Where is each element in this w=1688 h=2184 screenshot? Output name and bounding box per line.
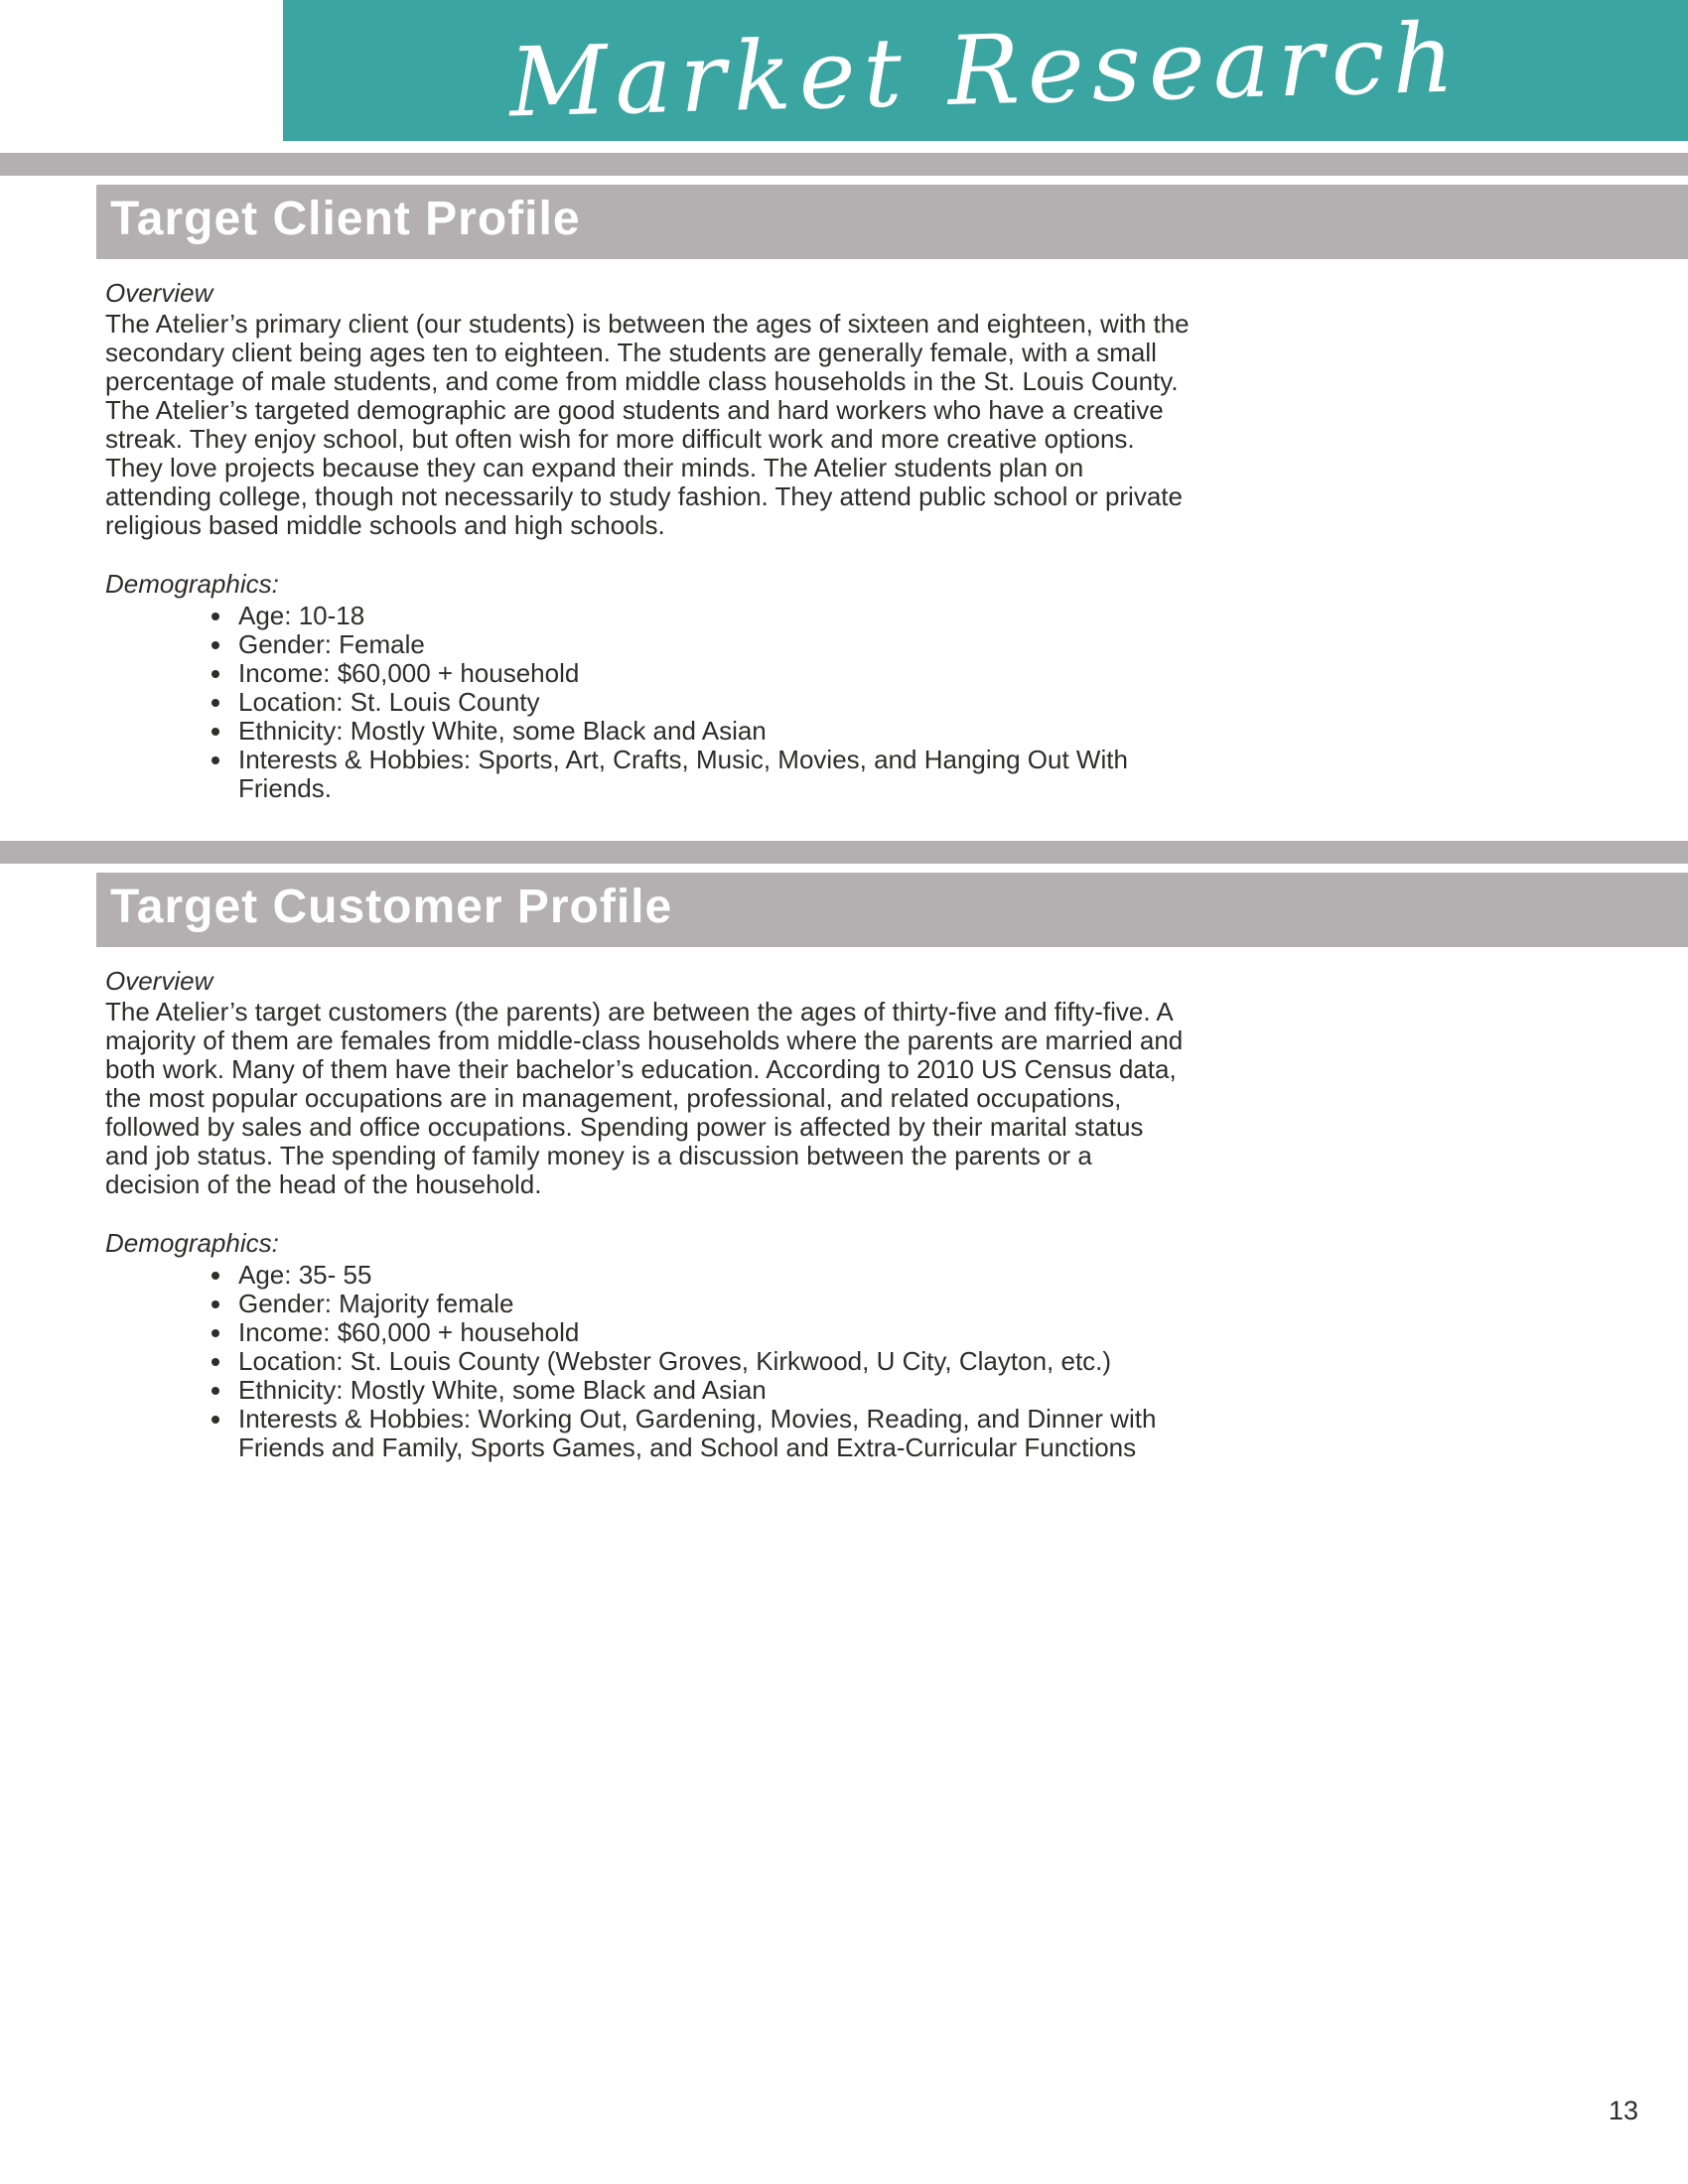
overview-paragraph: The Atelier’s target customers (the parents) are between the ages of thirty-five and fifty-five. A majority of them are females from middle-class households where the parents are married and both work. Many of them have their bachelor’s education. According to 2010 US Census data, the most popular occupations are in management, professional, and related occupations, followed by sales and office occupations. Spending power is affected by their marital status and job status. The spending of family money is a discussion between the parents or a decision of the head of the household.	[105, 997, 1184, 1199]
section-heading-customer-profile: Target Customer Profile	[96, 873, 1688, 947]
section-divider-strip	[0, 153, 1688, 176]
overview-heading: Overview	[105, 966, 213, 996]
demographics-heading: Demographics:	[105, 569, 279, 599]
list-item: • Income: $60,000 + household	[234, 1318, 1193, 1347]
section-divider-strip	[0, 841, 1688, 864]
list-item: • Gender: Majority female	[234, 1290, 1193, 1318]
page-number: 13	[1608, 2096, 1638, 2125]
client-profile-content	[105, 279, 1193, 803]
section-heading-client-profile: Target Client Profile	[96, 185, 1688, 259]
demographics-list	[105, 1261, 1193, 1462]
list-item: • Age: 10-18	[234, 602, 1193, 630]
demographics-heading: Demographics:	[105, 1228, 279, 1258]
market-research-banner	[283, 0, 1688, 141]
list-item: • Income: $60,000 + household	[234, 659, 1193, 688]
list-item: • Age: 35- 55	[234, 1261, 1193, 1290]
list-item: • Location: St. Louis County (Webster Groves, Kirkwood, U City, Clayton, etc.)	[234, 1347, 1193, 1376]
customer-profile-content	[105, 967, 1193, 1462]
list-item: • Location: St. Louis County	[234, 688, 1193, 717]
page-title: Market Research	[507, 2, 1464, 139]
list-item: • Ethnicity: Mostly White, some Black and Asian	[234, 1376, 1193, 1405]
list-item: • Gender: Female	[234, 630, 1193, 659]
list-item: • Interests & Hobbies: Working Out, Gardening, Movies, Reading, and Dinner with Friends and Family, Sports Games, and School and Extra-Curricular Functions	[234, 1405, 1193, 1462]
demographics-list	[105, 602, 1193, 803]
overview-heading: Overview	[105, 278, 213, 308]
list-item: • Ethnicity: Mostly White, some Black and Asian	[234, 717, 1193, 746]
overview-paragraph: The Atelier’s primary client (our students) is between the ages of sixteen and eighteen, with the secondary client being ages ten to eighteen. The students are generally female, with a small percentage of male students, and come from middle class households in the St. Louis County. The Atelier’s targeted demographic are good students and hard workers who have a creative streak. They enjoy school, but often wish for more difficult work and more creative options. They love projects because they can expand their minds. The Atelier students plan on attending college, though not necessarily to study fashion. They attend public school or private religious based middle schools and high schools.	[105, 309, 1190, 540]
list-item: • Interests & Hobbies: Sports, Art, Crafts, Music, Movies, and Hanging Out With Friends.	[234, 746, 1193, 803]
